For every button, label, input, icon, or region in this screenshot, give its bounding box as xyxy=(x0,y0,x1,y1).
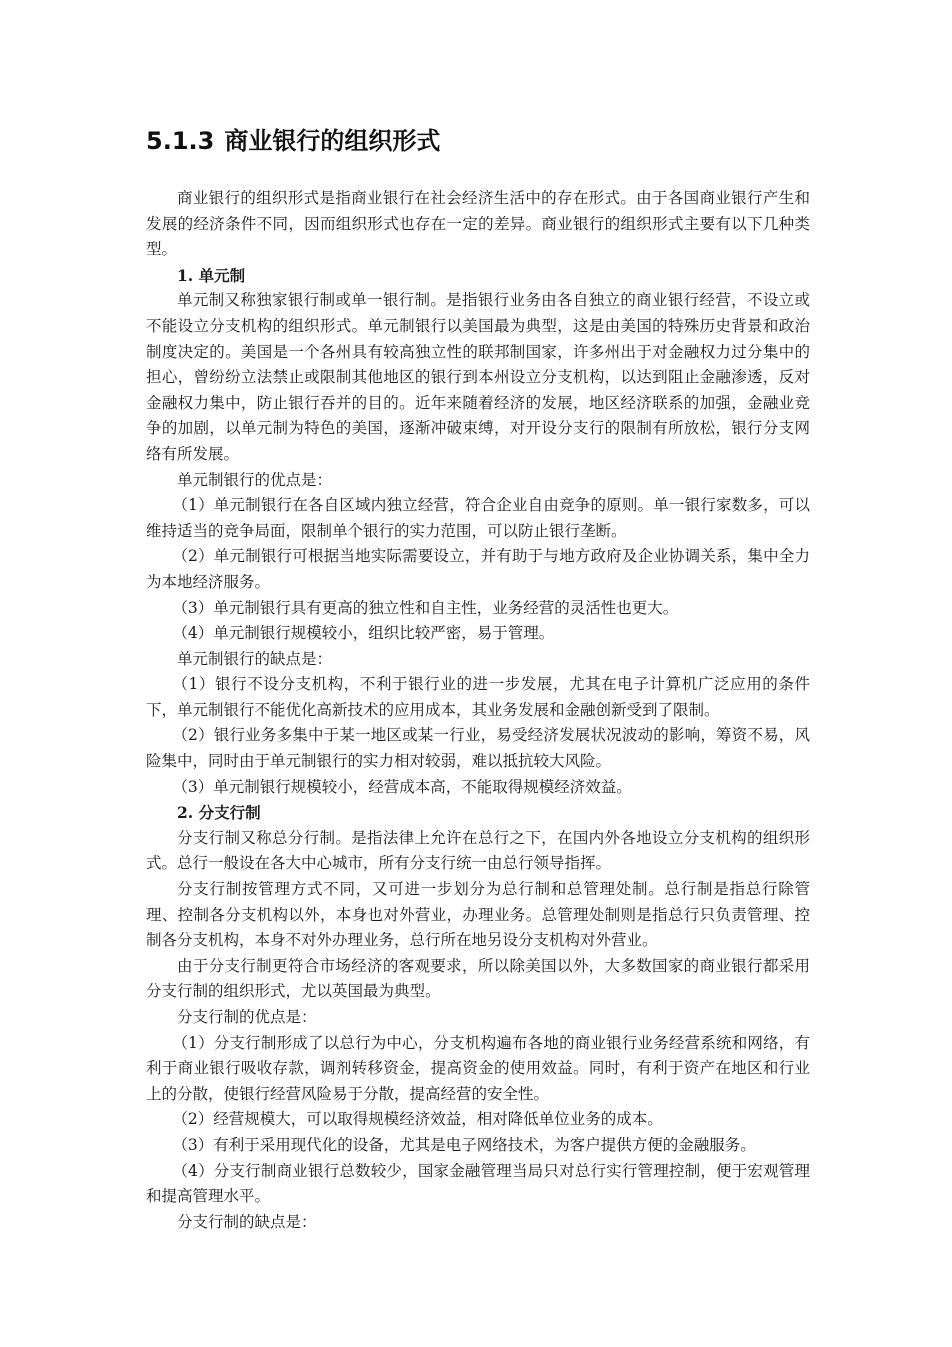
unit-advantage-item: （1）单元制银行在各自区域内独立经营，符合企业自由竞争的原则。单一银行家数多，可以维持适当的竞争局面，限制单个银行的实力范围，可以防止银行垄断。 xyxy=(146,496,810,540)
unit-advantages-label: 单元制银行的优点是： xyxy=(177,470,333,489)
branch-system-definition: 分支行制又称总分行制。是指法律上允许在总行之下，在国内外各地设立分支机构的组织形式。总行一般设在各大中心城市，所有分支行统一由总行领导指挥。 xyxy=(146,828,810,873)
branch-system-management: 分支行制按管理方式不同，又可进一步划分为总行制和总管理处制。总行制是指总行除管理、控制各分支机构以外，本身也对外营业，办理业务。总管理处制则是指总行只负责管理、控制各分支机构，本身不对外办理业务，总行所在地另设分支机构对外营业。 xyxy=(146,880,810,950)
unit-disadvantage-item: （3）单元制银行规模较小，经营成本高，不能取得规模经济效益。 xyxy=(172,777,632,796)
branch-advantage-item: （2）经营规模大，可以取得规模经济效益，相对降低单位业务的成本。 xyxy=(172,1110,663,1129)
branch-disadvantages-label: 分支行制的缺点是： xyxy=(177,1212,317,1231)
unit-advantage-item: （2）单元制银行可根据当地实际需要设立，并有助于与地方政府及企业协调关系，集中全力为本地经济服务。 xyxy=(146,547,810,591)
branch-system-heading: 2. 分支行制 xyxy=(177,803,261,823)
branch-advantages-label: 分支行制的优点是： xyxy=(177,1008,317,1026)
unit-disadvantage-item: （1）银行不设分支机构，不利于银行业的进一步发展，尤其在电子计算机广泛应用的条件下，单元制银行不能优化高新技术的应用成本，其业务发展和金融创新受到了限制。 xyxy=(146,675,810,719)
document-body xyxy=(146,186,810,1235)
section-number: 5.1.3 xyxy=(146,127,215,155)
unit-disadvantage-item: （2）银行业务多集中于某一地区或某一行业，易受经济发展状况波动的影响，筹资不易，风险集中，同时由于单元制银行的实力相对较弱，难以抵抗较大风险。 xyxy=(146,726,810,771)
unit-disadvantages-label: 单元制银行的缺点是： xyxy=(177,649,333,668)
branch-system-adoption: 由于分支行制更符合市场经济的客观要求，所以除美国以外，大多数国家的商业银行都采用分支行制的组织形式，尤以英国最为典型。 xyxy=(146,956,810,1001)
unit-system-definition: 单元制又称独家银行制或单一银行制。是指银行业务由各自独立的商业银行经营，不设立或不能设立分支机构的组织形式。单元制银行以美国最为典型，这是由美国的特殊历史背景和政治制度决定的。美国是一个各州具有较高独立性的联邦制国家，许多州出于对金融权力过分集中的担心，曾纷纷立法禁止或限制其他地区的银行到本州设立分支机构，以达到阻止金融渗透，反对金融权力集中，防止银行吞并的目的。近年来随着经济的发展，地区经济联系的加强，金融业竞争的加剧，以单元制为特色的美国，逐渐冲破束缚，对开设分支行的限制有所放松，银行分支网络有所发展。 xyxy=(146,291,810,463)
branch-advantage-item: （1）分支行制形成了以总行为中心，分支机构遍布各地的商业银行业务经营系统和网络，有利于商业银行吸收存款，调剂转移资金，提高资金的使用效益。同时，有利于资产在地区和行业上的分散，使银行经营风险易于分散，提高经营的安全性。 xyxy=(146,1033,810,1103)
unit-system-heading: 1. 单元制 xyxy=(177,265,246,285)
section-title xyxy=(146,124,440,158)
branch-advantage-item: （4）分支行制商业银行总数较少，国家金融管理当局只对总行实行管理控制，便于宏观管理和提高管理水平。 xyxy=(146,1161,810,1206)
section-title-text: 商业银行的组织形式 xyxy=(224,127,441,155)
branch-advantage-item: （3）有利于采用现代化的设备，尤其是电子网络技术，为客户提供方便的金融服务。 xyxy=(172,1135,756,1154)
intro-paragraph: 商业银行的组织形式是指商业银行在社会经济生活中的存在形式。由于各国商业银行产生和发展的经济条件不同，因而组织形式也存在一定的差异。商业银行的组织形式主要有以下几种类型。 xyxy=(146,189,810,259)
unit-advantage-item: （4）单元制银行规模较小，组织比较严密，易于管理。 xyxy=(172,624,555,643)
unit-advantage-item: （3）单元制银行具有更高的独立性和自主性，业务经营的灵活性也更大。 xyxy=(172,598,679,617)
